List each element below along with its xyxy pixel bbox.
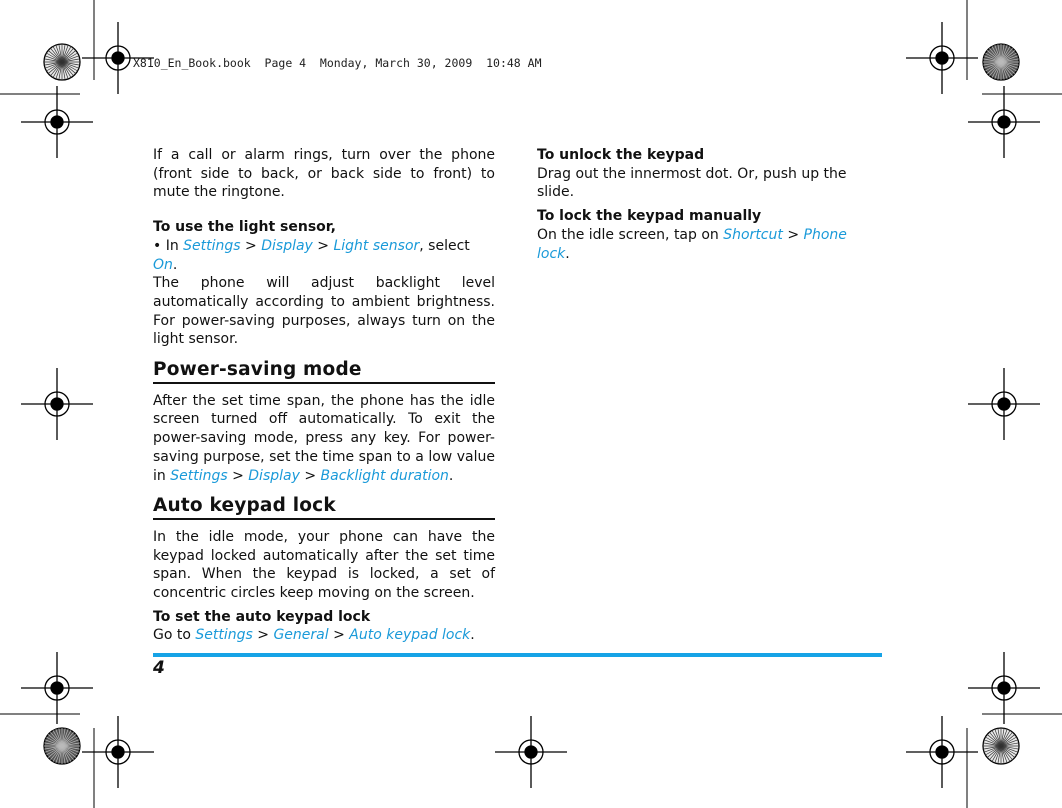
text: On the idle screen, tap on <box>537 226 724 243</box>
link-display[interactable]: Display <box>248 467 300 484</box>
registration-target <box>82 716 154 788</box>
starburst-mark <box>44 728 80 764</box>
text: Go to <box>153 627 196 644</box>
starburst-mark <box>983 44 1019 80</box>
link-auto-keypad-lock[interactable]: Auto keypad lock <box>349 627 471 644</box>
light-sensor-bullet <box>153 237 495 274</box>
footer-rule <box>153 653 882 657</box>
file-stamp: X810_En_Book.book Page 4 Monday, March 30, 2009 10:48 AM <box>133 56 542 70</box>
unlock-heading: To unlock the keypad <box>537 147 705 163</box>
lock-manual-heading: To lock the keypad manually <box>537 208 762 225</box>
link-on[interactable]: On <box>153 256 173 273</box>
text: . <box>470 627 475 644</box>
link-settings[interactable]: Settings <box>183 237 241 254</box>
power-saving-heading: Power-saving mode <box>153 361 495 384</box>
text: . <box>172 256 178 273</box>
link-shortcut[interactable]: Shortcut <box>723 226 783 243</box>
separator: > <box>328 627 350 644</box>
text: , select <box>419 237 470 254</box>
separator: > <box>312 237 334 254</box>
separator: > <box>227 467 249 484</box>
registration-target <box>21 652 93 724</box>
power-saving-text <box>153 392 495 486</box>
registration-target <box>21 368 93 440</box>
separator: > <box>782 226 804 243</box>
separator: > <box>252 627 274 644</box>
registration-target <box>968 86 1040 158</box>
registration-target <box>495 716 567 788</box>
link-settings[interactable]: Settings <box>195 627 253 644</box>
unlock-text: Drag out the innermost dot. Or, push up the slide. <box>537 165 847 201</box>
text: . <box>565 245 570 262</box>
left-column <box>153 146 495 645</box>
link-light-sensor[interactable]: Light sensor <box>333 237 420 254</box>
light-sensor-heading: To use the light sensor, <box>153 219 336 236</box>
text: . <box>448 467 454 484</box>
link-settings[interactable]: Settings <box>170 467 228 484</box>
registration-target <box>21 86 93 158</box>
intro-paragraph: If a call or alarm rings, turn over the phone (front side to back, or back side to front) to mute the ringtone. <box>153 147 495 201</box>
separator: > <box>240 237 262 254</box>
starburst-mark <box>983 728 1019 764</box>
link-phone-lock[interactable]: Phone lock <box>537 226 847 262</box>
link-backlight-duration[interactable]: Backlight duration <box>320 467 449 484</box>
text: • In <box>153 237 184 254</box>
lock-manual-path <box>537 226 879 263</box>
page-number: 4 <box>153 658 165 678</box>
separator: > <box>299 467 321 484</box>
link-general[interactable]: General <box>273 627 329 644</box>
starburst-mark <box>44 44 80 80</box>
set-auto-lock-heading: To set the auto keypad lock <box>153 608 371 625</box>
registration-target <box>968 652 1040 724</box>
auto-keypad-text: In the idle mode, your phone can have the keypad locked automatically after the set time span. When the keypad is locked, a set of concentric circles keep moving on the screen. <box>153 528 495 602</box>
text: After the set time span, the phone has the idle screen turned off automatically. To exit the power-saving mode, press any key. For power-saving purpose, set the time span to a low value in <box>153 392 495 484</box>
registration-target <box>968 368 1040 440</box>
link-display[interactable]: Display <box>261 237 313 254</box>
set-auto-lock-path <box>153 626 495 645</box>
auto-keypad-heading: Auto keypad lock <box>153 497 495 520</box>
right-column <box>537 146 879 263</box>
light-sensor-text: The phone will adjust backlight level automatically according to ambient brightness. For power-saving purposes, always turn on the light sensor. <box>153 275 495 348</box>
